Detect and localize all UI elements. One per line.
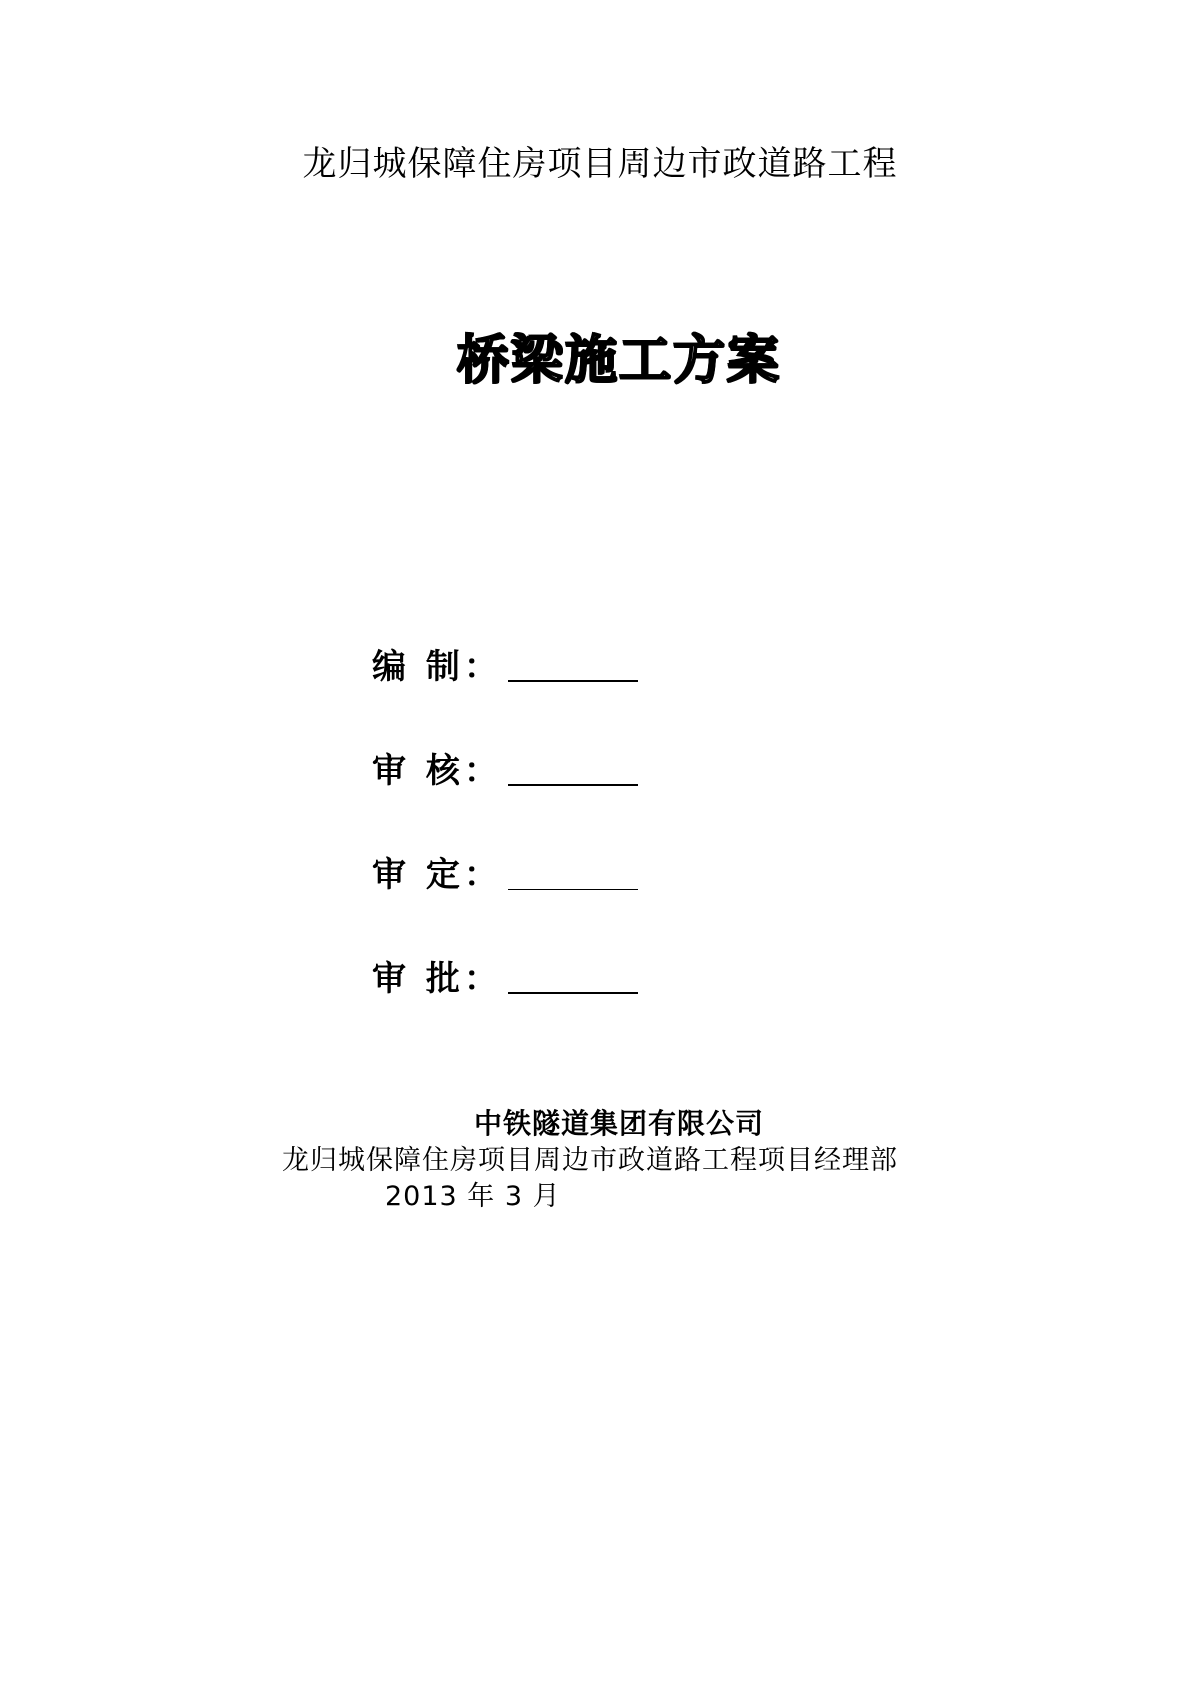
signature-row-compile [372,640,638,688]
signature-row-approve [372,848,638,896]
signature-line [508,992,638,994]
signature-row-review [372,744,638,792]
signature-row-authorize [372,952,638,1000]
signature-label: 审 批： [372,959,502,999]
project-title: 龙归城保障住房项目周边市政道路工程 [302,144,898,184]
signature-label: 审 定： [372,855,502,895]
department-name: 龙归城保障住房项目周边市政道路工程项目经理部 [282,1145,898,1176]
signature-label: 编 制： [372,647,502,687]
signature-label: 审 核： [372,751,502,791]
signature-line [508,784,638,786]
signature-line [508,680,638,682]
document-title: 桥梁施工方案 [456,331,781,391]
signature-line [508,889,638,890]
company-name: 中铁隧道集团有限公司 [473,1107,764,1140]
document-date: 2013 年 3 月 [385,1181,561,1212]
